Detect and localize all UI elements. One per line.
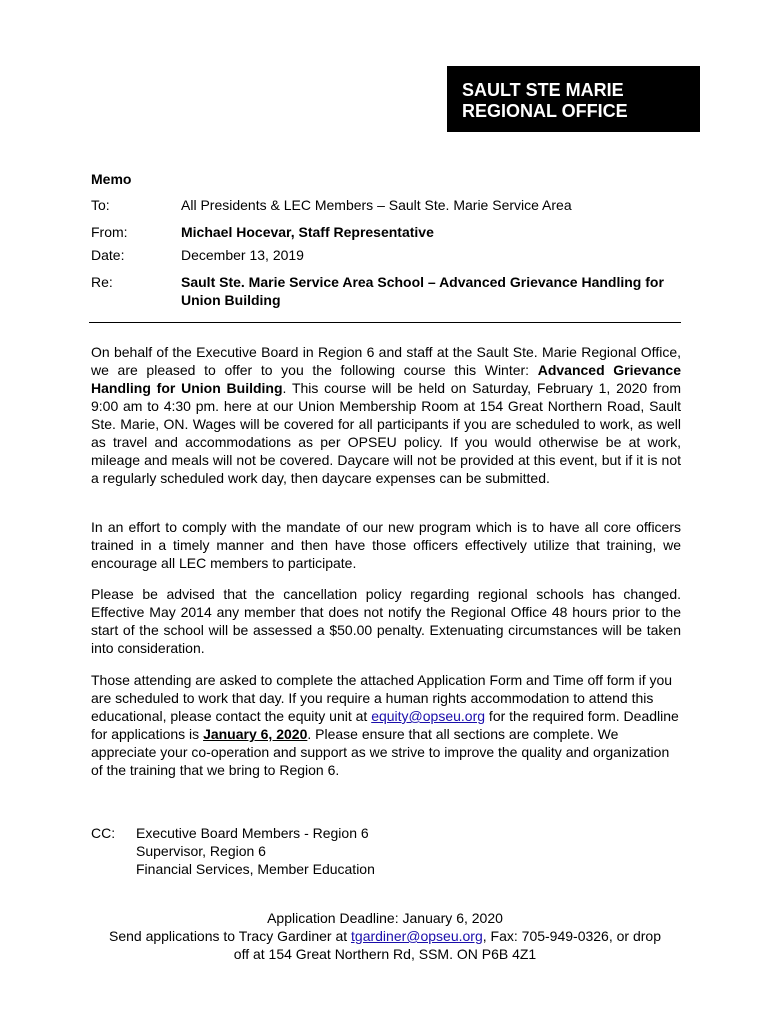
cc-list [136,824,375,878]
memo-title: Memo [91,171,132,187]
header-divider [89,322,681,323]
body-paragraph-1 [91,343,681,487]
p4-text-mid: for the required form. Deadline for applications is [91,708,679,742]
footer-send-text: Send applications to Tracy Gardiner at [108,928,352,944]
memo-date-value: December 13, 2019 [181,247,304,263]
footer-send-line [80,927,690,945]
body-paragraph-3: Please be advised that the cancellation policy regarding regional schools has changed. Effective May 2014 any member that does not notify the Regional Office 48 hours prior to the start of the school will be assessed a $50.00 penalty. Extenuating circumstances will be taken into consideration. [91,586,681,656]
memo-to-value: All Presidents & LEC Members – Sault Ste. Marie Service Area [181,197,572,213]
cc-item: Supervisor, Region 6 [136,843,266,859]
office-header-box [447,66,700,132]
p1-text-start: On behalf of the Executive Board in Region 6 and staff at the Sault Ste. Marie Regional Office, we are pleased to offer to you the following course this Winter: [91,344,681,378]
memo-re-value: Sault Ste. Marie Service Area School – Advanced Grievance Handling for Union Building [181,274,664,308]
office-name-line2: REGIONAL OFFICE [462,101,628,121]
memo-date-label: Date: [91,247,125,263]
body-paragraph-4 [91,671,681,779]
footer-deadline: Application Deadline: January 6, 2020 [267,910,503,926]
memo-from-label: From: [91,224,128,240]
office-name-line1: SAULT STE MARIE [462,80,624,100]
memo-to-label: To: [91,197,110,213]
cc-item: Executive Board Members - Region 6 [136,825,369,841]
p1-text-end: . This course will be held on Saturday, February 1, 2020 from 9:00 am to 4:30 pm. here at our Union Membership Room at 154 Great Northern Road, Sault Ste. Marie, ON. Wages will be covered for all participants if you are scheduled to work, as well as travel and accommodations as per OPSEU policy. If you would otherwise be at work, mileage and meals will not be covered. Daycare will not be provided at this event, but if it is not a regularly scheduled work day, then daycare expenses can be submitted. [91,380,681,486]
cc-item: Financial Services, Member Education [136,861,375,877]
tgardiner-email-link[interactable]: tgardiner@opseu.org [351,928,483,944]
cc-label: CC: [91,825,116,841]
footer-fax-text: , Fax: 705-949-0326, or drop [482,928,661,944]
application-footer [80,909,690,963]
memo-re-label: Re: [91,274,113,290]
deadline-date: January 6, 2020 [203,726,308,742]
course-name: Advanced Grievance Handling for Union Building [91,362,681,396]
p4-text-start: Those attending are asked to complete the attached Application Form and Time off form if you are scheduled to work that day. If you require a human rights accommodation to attend this educational, please contact the equity unit at [91,672,673,724]
body-paragraph-2: In an effort to comply with the mandate of our new program which is to have all core officers trained in a timely manner and then have those officers effectively utilize that training, we encourage all LEC members to participate. [91,519,681,571]
p4-text-end: . Please ensure that all sections are complete. We appreciate your co-operation and support as we strive to improve the quality and organization of the training that we bring to Region 6. [91,726,670,778]
equity-email-link[interactable]: equity@opseu.org [371,708,486,724]
memo-from-value: Michael Hocevar, Staff Representative [181,224,434,240]
footer-address: off at 154 Great Northern Rd, SSM. ON P6B 4Z1 [233,946,537,962]
